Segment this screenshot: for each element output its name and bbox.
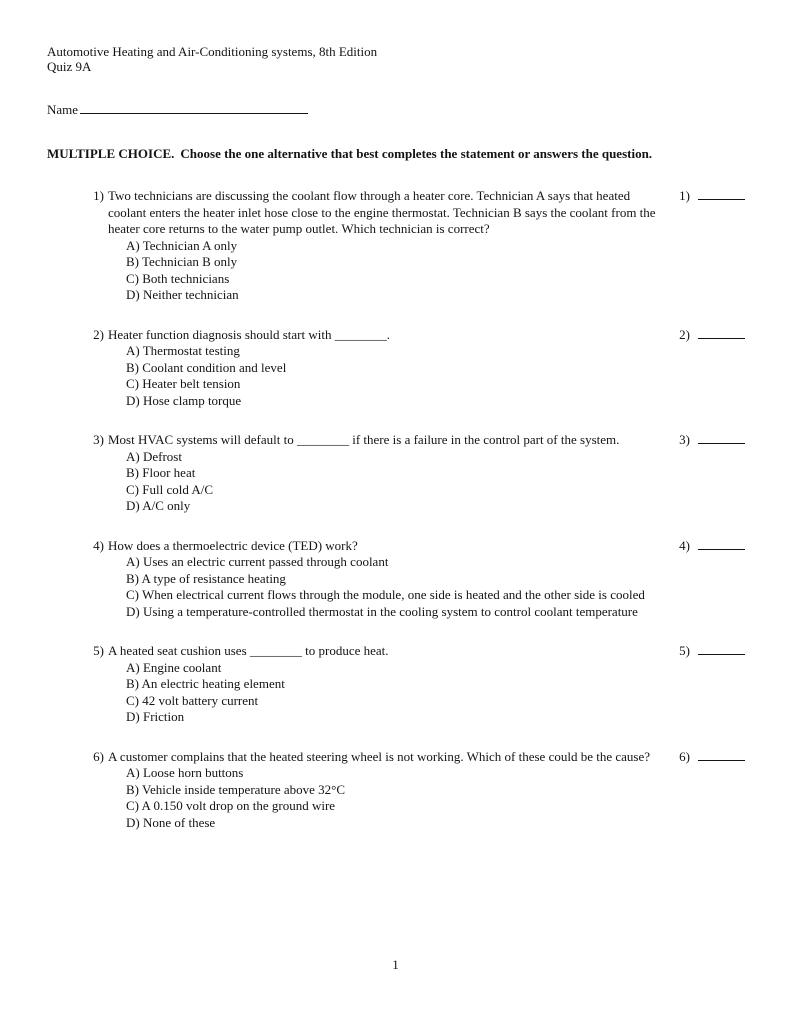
instructions-lead: MULTIPLE CHOICE. [47,146,175,161]
answer-slot [679,538,745,555]
answer-slot [679,749,745,766]
choice: A) Thermostat testing [126,343,240,358]
question-main [108,327,660,410]
choices-list [126,660,660,726]
question-block [92,188,745,304]
choices-list [126,343,660,409]
choice: B) A type of resistance heating [126,570,286,586]
choice: C) 42 volt battery current [126,692,259,708]
choice: D) None of these [126,814,216,830]
answer-slot [679,643,745,660]
choice: A) Technician A only [126,237,238,253]
question-number: 5) [93,643,104,658]
choices-list [126,449,660,515]
choice: B) Coolant condition and level [126,359,287,375]
choice: C) A 0.150 volt drop on the ground wire [126,798,336,813]
page-number: 1 [392,957,399,972]
question-number: 2) [93,326,104,342]
question-number: 3) [93,432,104,447]
answer-number: 2) [679,326,690,342]
choice: C) Both technicians [126,270,230,286]
answer-slot [679,432,745,449]
question-main [108,188,660,304]
answer-blank-line [698,188,745,200]
answer-number: 6) [679,748,690,764]
choice: B) Technician B only [126,254,238,269]
choice: A) Defrost [126,448,182,464]
questions [92,188,745,831]
question-block [92,749,745,832]
choices-list [126,238,660,304]
question-number: 1) [93,188,104,203]
choice: B) Vehicle inside temperature above 32°C [126,781,346,797]
question-main [108,749,660,832]
choice: D) Hose clamp torque [126,392,242,408]
answer-blank-line [698,432,745,444]
question-main [108,538,660,621]
choice: C) When electrical current flows through the module, one side is heated and the other side is cooled [126,587,645,602]
answer-slot [679,327,745,344]
document-title: Automotive Heating and Air-Conditioning systems, 8th Edition [47,44,378,59]
question-block [92,643,745,726]
choice: D) Friction [126,709,185,724]
choice: B) An electric heating element [126,676,285,691]
instructions-text: Choose the one alternative that best completes the statement or answers the question. [180,146,653,161]
answer-blank-line [698,749,745,761]
answer-blank-line [698,643,745,655]
name-blank-line [80,101,308,114]
choices-list [126,765,660,831]
answer-number: 1) [679,188,690,203]
question-block [92,327,745,410]
question-text: Most HVAC systems will default to ________ if there is a failure in the control part of the system. [108,432,620,447]
answer-number: 4) [679,537,690,553]
quiz-number: Quiz 9A [47,59,92,74]
answer-number: 5) [679,643,690,658]
name-row [47,101,745,118]
choice: D) Using a temperature-controlled thermostat in the cooling system to control coolant temperature [126,603,638,619]
question-number: 6) [93,748,104,764]
choices-list [126,554,660,620]
section-instructions [47,146,745,162]
answer-number: 3) [679,432,690,447]
choice: D) A/C only [126,498,191,513]
choice: C) Full cold A/C [126,481,214,497]
choice: D) Neither technician [126,287,239,302]
choice: C) Heater belt tension [126,376,241,391]
choice: A) Loose horn buttons [126,765,244,780]
question-block [92,538,745,621]
choice: A) Uses an electric current passed through coolant [126,554,389,569]
question-text: Two technicians are discussing the coolant flow through a heater core. Technician A says that heated coolant enters the heater inlet hose close to the engine thermostat. Technician B says the coolant from the heater core returns to the water pump outlet. Which technician is correct? [108,188,656,236]
name-label: Name [47,102,79,117]
question-text: How does a thermoelectric device (TED) work? [108,537,358,553]
answer-blank-line [698,538,745,550]
question-main [108,432,660,515]
choice: A) Engine coolant [126,659,222,675]
question-text: A heated seat cushion uses ________ to produce heat. [108,643,389,658]
question-main [108,643,660,726]
answer-blank-line [698,327,745,339]
question-block [92,432,745,515]
answer-slot [679,188,745,205]
question-text: A customer complains that the heated steering wheel is not working. Which of these could be the cause? [108,748,650,764]
question-text: Heater function diagnosis should start with ________. [108,326,390,342]
question-number: 4) [93,537,104,553]
choice: B) Floor heat [126,465,196,480]
